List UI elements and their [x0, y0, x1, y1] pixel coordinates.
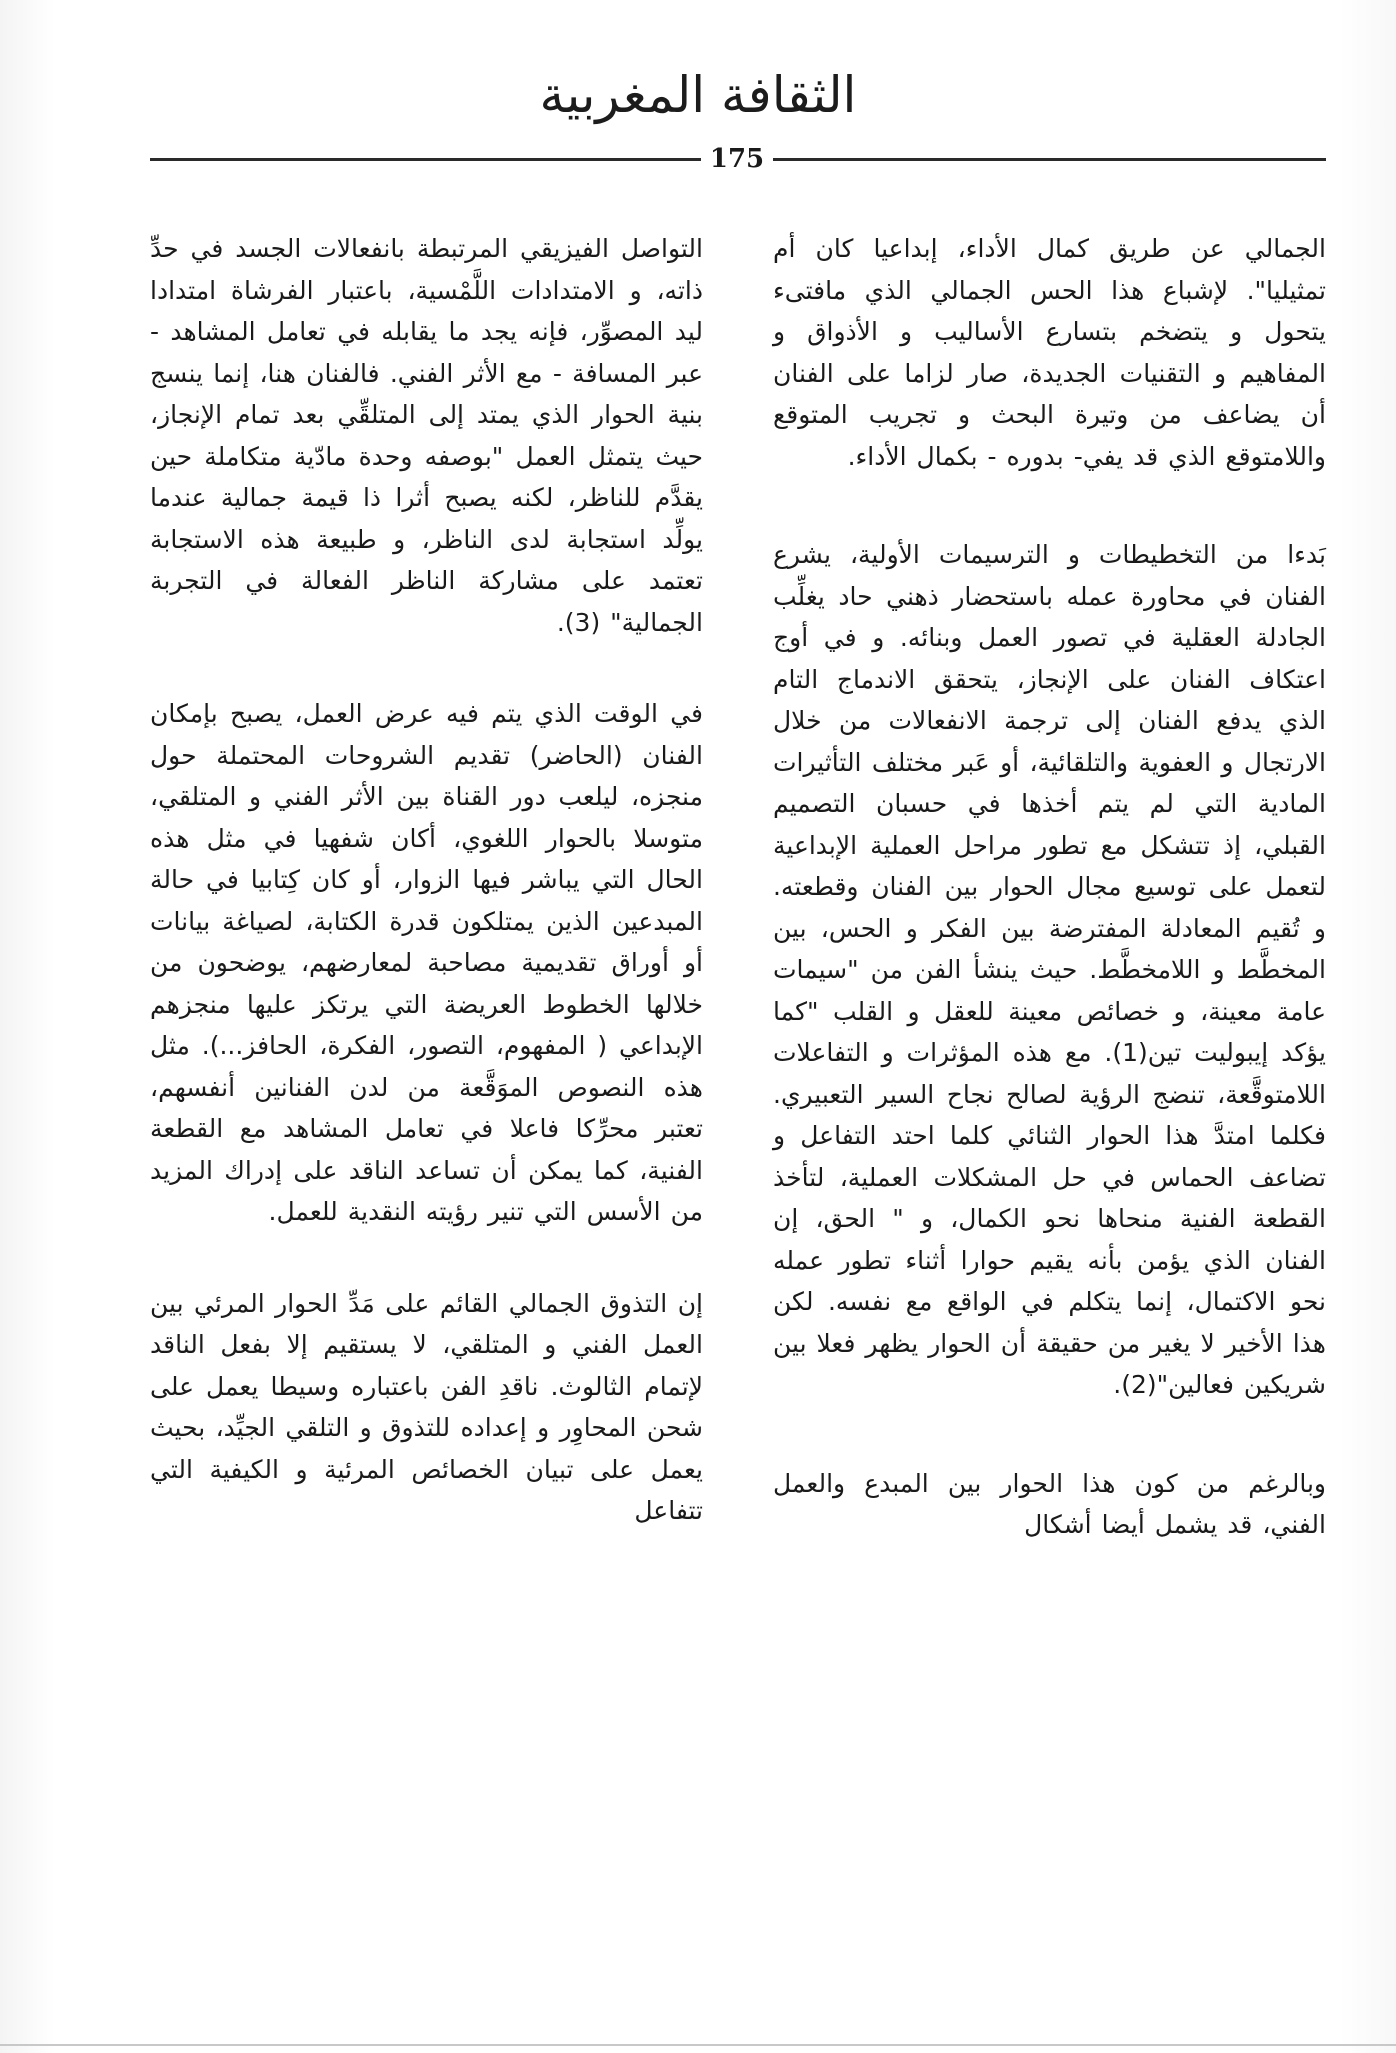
left-column	[150, 228, 703, 1532]
header-rule-right	[773, 158, 1326, 161]
right-paragraph-2: بَدءا من التخطيطات و الترسيمات الأولية، يشرع الفنان في محاورة عمله باستحضار ذهني حاد يغلِّب الجادلة العقلية في تصور العمل وبنائه. و في أوج اعتكاف الفنان على الإنجاز، يتحقق الاندماج التام الذي يدفع الفنان إلى ترجمة الانفعالات من خلال الارتجال و العفوية والتلقائية، أو عَبر مختلف التأثيرات المادية التي لم يتم أخذها في حسبان التصميم القبلي، إذ تتشكل مع تطور مراحل العملية الإبداعية لتعمل على توسيع مجال الحوار بين الفنان وقطعته. و تُقيم المعادلة المفترضة بين الفكر و الحس، بين المخطَّط و اللامخطَّط. حيث ينشأ الفن من "سيمات عامة معينة، و خصائص معينة للعقل و القلب "كما يؤكد إيبوليت تين(1). مع هذه المؤثرات و التفاعلات اللامتوقَّعة، تنضج الرؤية لصالح نجاح السير التعبيري. فكلما امتدَّ هذا الحوار الثنائي كلما احتد التفاعل و تضاعف الحماس في حل المشكلات العملية، لتأخذ القطعة الفنية منحاها نحو الكمال، و " الحق، إن الفنان الذي يؤمن بأنه يقيم حوارا أثناء تطور عمله نحو الاكتمال، إنما يتكلم في الواقع مع نفسه. لكن هذا الأخير لا يغير من حقيقة أن الحوار يظهر فعلا بين شريكين فعالين"(2).	[773, 540, 1326, 1399]
page-bottom-edge	[0, 2044, 1396, 2046]
right-paragraph-3: وبالرغم من كون هذا الحوار بين المبدع والعمل الفني، قد يشمل أيضا أشكال	[773, 1468, 1326, 1539]
left-paragraph-3: إن التذوق الجمالي القائم على مَدِّ الحوار المرئي بين العمل الفني و المتلقي، لا يستقيم إلا بفعل الناقد لإتمام الثالوث. ناقدِ الفن باعتباره وسيطا يعمل على شحن المحاوِر و إعداده للتذوق و التلقي الجيِّد، بحيث يعمل على تبيان الخصائص المرئية و الكيفية التي تتفاعل	[150, 1288, 703, 1525]
right-paragraph-1: الجمالي عن طريق كمال الأداء، إبداعيا كان أم تمثيليا". لإشباع هذا الحس الجمالي الذي مافتىء يتحول و يتضخم بتسارع الأساليب و الأذواق و المفاهيم و التقنيات الجديدة، صار لزاما على الفنان أن يضاعف من وتيرة البحث و تجريب المتوقع واللامتوقع الذي قد يفي- بدوره - بكمال الأداء.	[773, 234, 1326, 471]
left-paragraph-2: في الوقت الذي يتم فيه عرض العمل، يصبح بإمكان الفنان (الحاضر) تقديم الشروحات المحتملة حول منجزه، ليلعب دور القناة بين الأثر الفني و المتلقي، متوسلا بالحوار اللغوي، أكان شفهيا في مثل هذه الحال التي يباشر فيها الزوار، أو كان كِتابيا في حالة المبدعين الذين يمتلكون قدرة الكتابة، لصياغة بيانات أو أوراق تقديمية مصاحبة لمعارضهم، يوضحون من خلالها الخطوط العريضة التي يرتكز عليها منجزهم الإبداعي ( المفهوم، التصور، الفكرة، الحافز...). مثل هذه النصوص الموَقَّعة من لدن الفنانين أنفسهم، تعتبر محرِّكا فاعلا في تعامل المشاهد مع القطعة الفنية، كما يمكن أن تساعد الناقد على إدراك المزيد من الأسس التي تنير رؤيته النقدية للعمل.	[150, 699, 703, 1226]
header-rule-left	[150, 158, 701, 161]
left-paragraph-1: التواصل الفيزيقي المرتبطة بانفعالات الجسد في حدِّ ذاته، و الامتدادات اللَّمْسية، باعتبار الفرشاة امتدادا ليد المصوِّر، فإنه يجد ما يقابله في تعامل المشاهد - عبر المسافة - مع الأثر الفني. فالفنان هنا، إنما ينسج بنية الحوار الذي يمتد إلى المتلقِّي بعد تمام الإنجاز، حيث يتمثل العمل "بوصفه وحدة مادّية متكاملة حين يقدَّم للناظر، لكنه يصبح أثرا ذا قيمة جمالية عندما يولِّد استجابة لدى الناظر، و طبيعة هذه الاستجابة تعتمد على مشاركة الناظر الفعالة في التجربة الجمالية" (3).	[150, 234, 703, 637]
journal-title: الثقافة المغربية	[539, 66, 857, 124]
right-column	[773, 228, 1326, 1546]
page-number: 175	[709, 144, 765, 174]
